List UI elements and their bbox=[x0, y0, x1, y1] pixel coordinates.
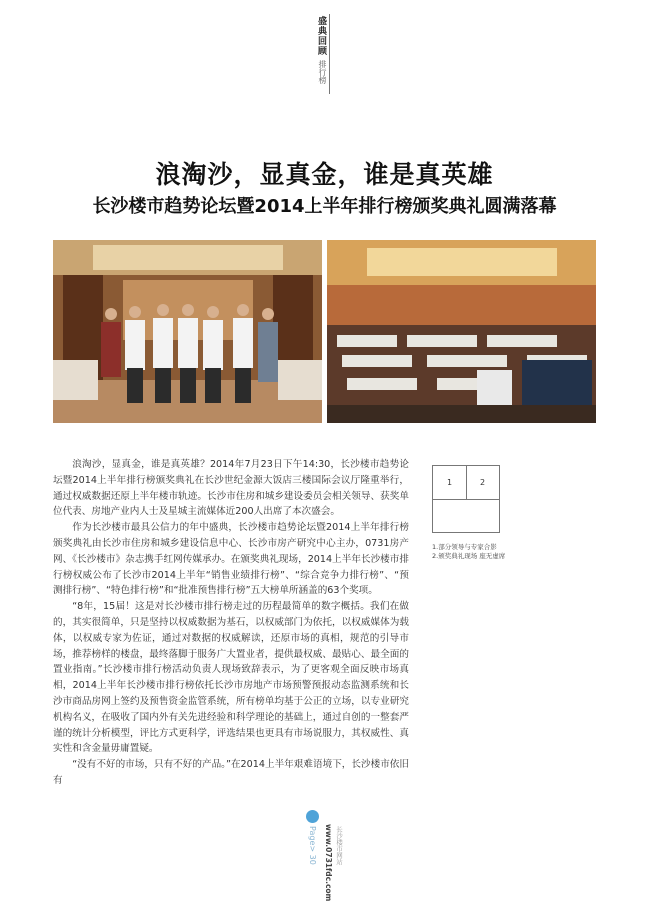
page-footer bbox=[305, 810, 361, 901]
article-body bbox=[53, 457, 409, 789]
photo-key bbox=[432, 465, 500, 533]
article-paragraph: “没有不好的市场，只有不好的产品。”在2014上半年艰难语境下，长沙楼市依旧有 bbox=[53, 759, 409, 786]
caption: 1.部分领导与专家合影 bbox=[432, 543, 497, 551]
photo-key-1: 1 bbox=[447, 478, 453, 487]
website-url: www.0731fdc.com bbox=[324, 824, 333, 901]
article-paragraph: 作为长沙楼市最具公信力的年中盛典，长沙楼市趋势论坛暨2014上半年排行榜颁奖典礼由长沙市住房和城乡建设信息中心、长沙市房产研究中心主办，0731房产网、《长沙楼市》杂志携手红网传媒承办。在颁奖典礼现场，2014上半年长沙楼市排行榜权威公布了长沙市2014上半年“销售业绩排行榜”、“综合竞争力排行榜”、“预测排行榜”、“特色排行榜”和“批准预售排行榜”五大榜单所涵盖的63个奖项。 bbox=[53, 522, 409, 597]
ceremony-photo bbox=[327, 240, 596, 423]
section-divider bbox=[329, 14, 330, 94]
section-title: 盛典回顾 bbox=[316, 16, 326, 56]
photo-key-2: 2 bbox=[480, 478, 486, 487]
caption: 2.颁奖典礼现场 座无虚席 bbox=[432, 552, 506, 560]
website-subtitle: 长沙楼市网站 bbox=[335, 826, 343, 865]
group-photo bbox=[53, 240, 322, 423]
section-tag bbox=[309, 14, 341, 94]
article-paragraph: 浪淘沙，显真金，谁是真英雄？2014年7月23日下午14:30，长沙楼市趋势论坛暨2014上半年排行榜颁奖典礼在长沙世纪金源大饭店三楼国际会议厅隆重举行，通过权威数据还原上半年楼市轨迹。长沙市住房和城乡建设委员会相关领导、获奖单位代表、房地产业内人士及星城主流媒体近200人出席了本次盛会。 bbox=[53, 459, 409, 518]
photo-captions bbox=[432, 543, 505, 561]
logo-icon bbox=[306, 810, 319, 823]
section-subtitle: 排行榜 bbox=[318, 60, 327, 84]
main-headline: 浪淘沙，显真金，谁是真英雄 bbox=[155, 160, 494, 189]
sub-headline: 长沙楼市趋势论坛暨2014上半年排行榜颁奖典礼圆满落幕 bbox=[92, 196, 557, 217]
page-number: Page> 30 bbox=[308, 826, 317, 865]
article-paragraph: “8年，15届！这是对长沙楼市排行榜走过的历程最简单的数字概括。我们在做的，其实很简单，只是坚持以权威数据为基石，以权威部门为依托，以权威媒体为载体，以权威专家为佐证，通过对数据的权威解读，还原市场的真相，规范的引导市场，推荐榜样的楼盘，最终落脚于服务广大置业者，提供最权威、最贴心、最全面的置业指南。”长沙楼市排行榜活动负责人现场致辞表示，为了更客观全面反映市场真相，2014上半年长沙楼市排行榜依托长沙市房地产市场预警预报动态监测系统和长沙市商品房网上签约及预售资金监管系统，所有榜单均基于公正的立场，以专业研究机构名义，在吸收了国内外有关先进经验和科学理论的基础上，通过自创的一整套严谨的统计分析模型，评比方式更科学，评选结果也更具有市场说服力，其权威性、真实性和含金量毋庸置疑。 bbox=[53, 601, 409, 755]
